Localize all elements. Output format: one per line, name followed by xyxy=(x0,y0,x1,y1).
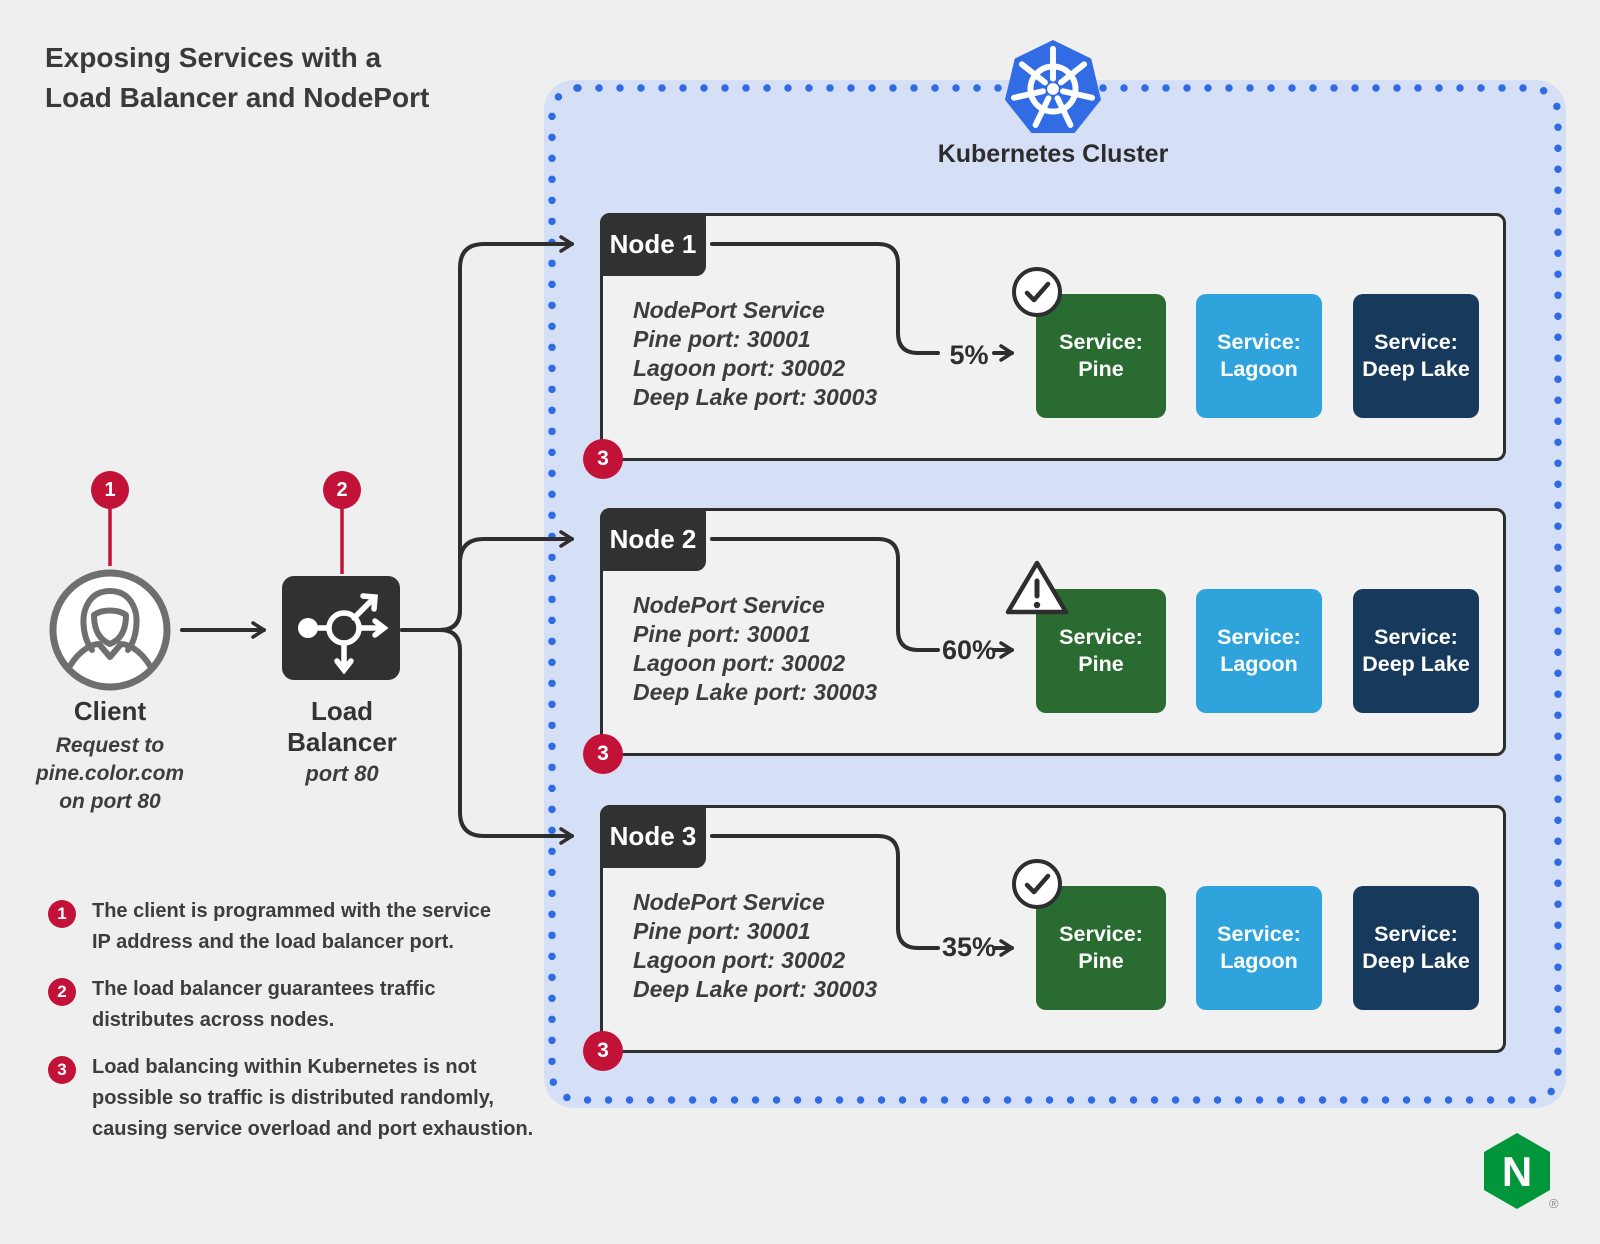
service-box-deep-lake xyxy=(1353,886,1479,1010)
legend-1-badge: 1 xyxy=(48,900,76,928)
legend-line: distributes across nodes. xyxy=(92,1009,335,1031)
detail-line: Pine port: 30001 xyxy=(633,326,811,352)
service-name: Lagoon xyxy=(1220,949,1298,973)
service-box-lagoon xyxy=(1196,589,1322,713)
legend-3-text xyxy=(92,1052,533,1145)
client-sublabel xyxy=(10,732,210,816)
service-prefix: Service: xyxy=(1374,625,1458,649)
legend-line: The client is programmed with the service xyxy=(92,900,492,922)
service-box-deep-lake xyxy=(1353,589,1479,713)
callout-3-badge: 3 xyxy=(583,439,623,479)
client-label: Client xyxy=(73,696,147,726)
service-name: Lagoon xyxy=(1220,652,1298,676)
service-name: Pine xyxy=(1078,357,1124,381)
detail-line: NodePort Service xyxy=(633,889,825,915)
service-box-deep-lake xyxy=(1353,294,1479,418)
page-title xyxy=(45,38,429,118)
detail-line: Lagoon port: 30002 xyxy=(633,947,846,973)
node-2-tab: Node 2 xyxy=(600,508,706,571)
legend-1-text xyxy=(92,896,491,958)
service-prefix: Service: xyxy=(1059,922,1143,946)
node-2-panel xyxy=(597,508,1506,765)
detail-line: Pine port: 30001 xyxy=(633,918,811,944)
detail-line: NodePort Service xyxy=(633,592,825,618)
lb-label-line: Load xyxy=(310,696,374,726)
service-name: Deep Lake xyxy=(1362,652,1470,676)
load-balancer-label xyxy=(272,696,412,758)
node-1-nodeport-details xyxy=(633,296,877,412)
legend-line: Load balancing within Kubernetes is not xyxy=(92,1056,477,1078)
service-prefix: Service: xyxy=(1217,922,1301,946)
lb-label-line: Balancer xyxy=(287,727,397,757)
kubernetes-logo-icon xyxy=(1004,38,1102,136)
callout-3-badge: 3 xyxy=(583,1031,623,1071)
service-prefix: Service: xyxy=(1217,625,1301,649)
detail-line: Lagoon port: 30002 xyxy=(633,650,846,676)
callout-1-badge: 1 xyxy=(91,471,129,509)
legend-line: The load balancer guarantees traffic xyxy=(92,978,436,1000)
svg-text:N: N xyxy=(1501,1148,1533,1195)
service-prefix: Service: xyxy=(1059,330,1143,354)
service-prefix: Service: xyxy=(1374,330,1458,354)
legend-3-badge: 3 xyxy=(48,1056,76,1084)
service-name: Deep Lake xyxy=(1362,357,1470,381)
detail-line: Deep Lake port: 30003 xyxy=(633,976,878,1002)
cluster-label: Kubernetes Cluster xyxy=(937,140,1169,168)
service-prefix: Service: xyxy=(1217,330,1301,354)
node-1-tab: Node 1 xyxy=(600,213,706,276)
node-3-traffic-percent: 35% xyxy=(941,932,997,962)
legend-line: causing service overload and port exhaustion. xyxy=(92,1118,534,1140)
legend-item-3 xyxy=(48,1052,533,1145)
load-balancer-port-label: port 80 xyxy=(305,761,379,786)
node-3-tab: Node 3 xyxy=(600,805,706,868)
client-sub-line: pine.color.com xyxy=(35,762,185,785)
node-1-traffic-percent: 5% xyxy=(949,340,989,370)
registered-trademark: ® xyxy=(1549,1196,1559,1211)
detail-line: Deep Lake port: 30003 xyxy=(633,384,878,410)
node-1-panel xyxy=(597,213,1506,470)
node-2-nodeport-details xyxy=(633,591,877,707)
page-title-line1: Exposing Services with a xyxy=(45,42,382,73)
callout-3-badge: 3 xyxy=(583,734,623,774)
service-name: Deep Lake xyxy=(1362,949,1470,973)
node-3-panel xyxy=(597,805,1506,1062)
legend-item-1 xyxy=(48,896,491,958)
legend-item-2 xyxy=(48,974,435,1036)
load-balancer-icon xyxy=(282,576,400,680)
service-name: Pine xyxy=(1078,652,1124,676)
warning-icon xyxy=(1003,557,1071,619)
legend-2-text xyxy=(92,974,435,1036)
page-title-line2: Load Balancer and NodePort xyxy=(45,82,430,113)
service-name: Pine xyxy=(1078,949,1124,973)
detail-line: Deep Lake port: 30003 xyxy=(633,679,878,705)
client-avatar-icon xyxy=(48,568,172,692)
legend-line: IP address and the load balancer port. xyxy=(92,931,454,953)
service-prefix: Service: xyxy=(1059,625,1143,649)
service-name: Lagoon xyxy=(1220,357,1298,381)
nginx-logo-icon xyxy=(1482,1132,1552,1210)
detail-line: NodePort Service xyxy=(633,297,825,323)
node-2-traffic-percent: 60% xyxy=(941,635,997,665)
node-3-nodeport-details xyxy=(633,888,877,1004)
legend-2-badge: 2 xyxy=(48,978,76,1006)
callout-2-badge: 2 xyxy=(323,471,361,509)
client-sub-line: Request to xyxy=(55,734,165,757)
check-icon xyxy=(1011,858,1063,910)
detail-line: Pine port: 30001 xyxy=(633,621,811,647)
service-prefix: Service: xyxy=(1374,922,1458,946)
service-box-lagoon xyxy=(1196,294,1322,418)
check-icon xyxy=(1011,266,1063,318)
service-box-lagoon xyxy=(1196,886,1322,1010)
legend-line: possible so traffic is distributed randomly, xyxy=(92,1087,494,1109)
detail-line: Lagoon port: 30002 xyxy=(633,355,846,381)
client-sub-line: on port 80 xyxy=(59,790,161,813)
